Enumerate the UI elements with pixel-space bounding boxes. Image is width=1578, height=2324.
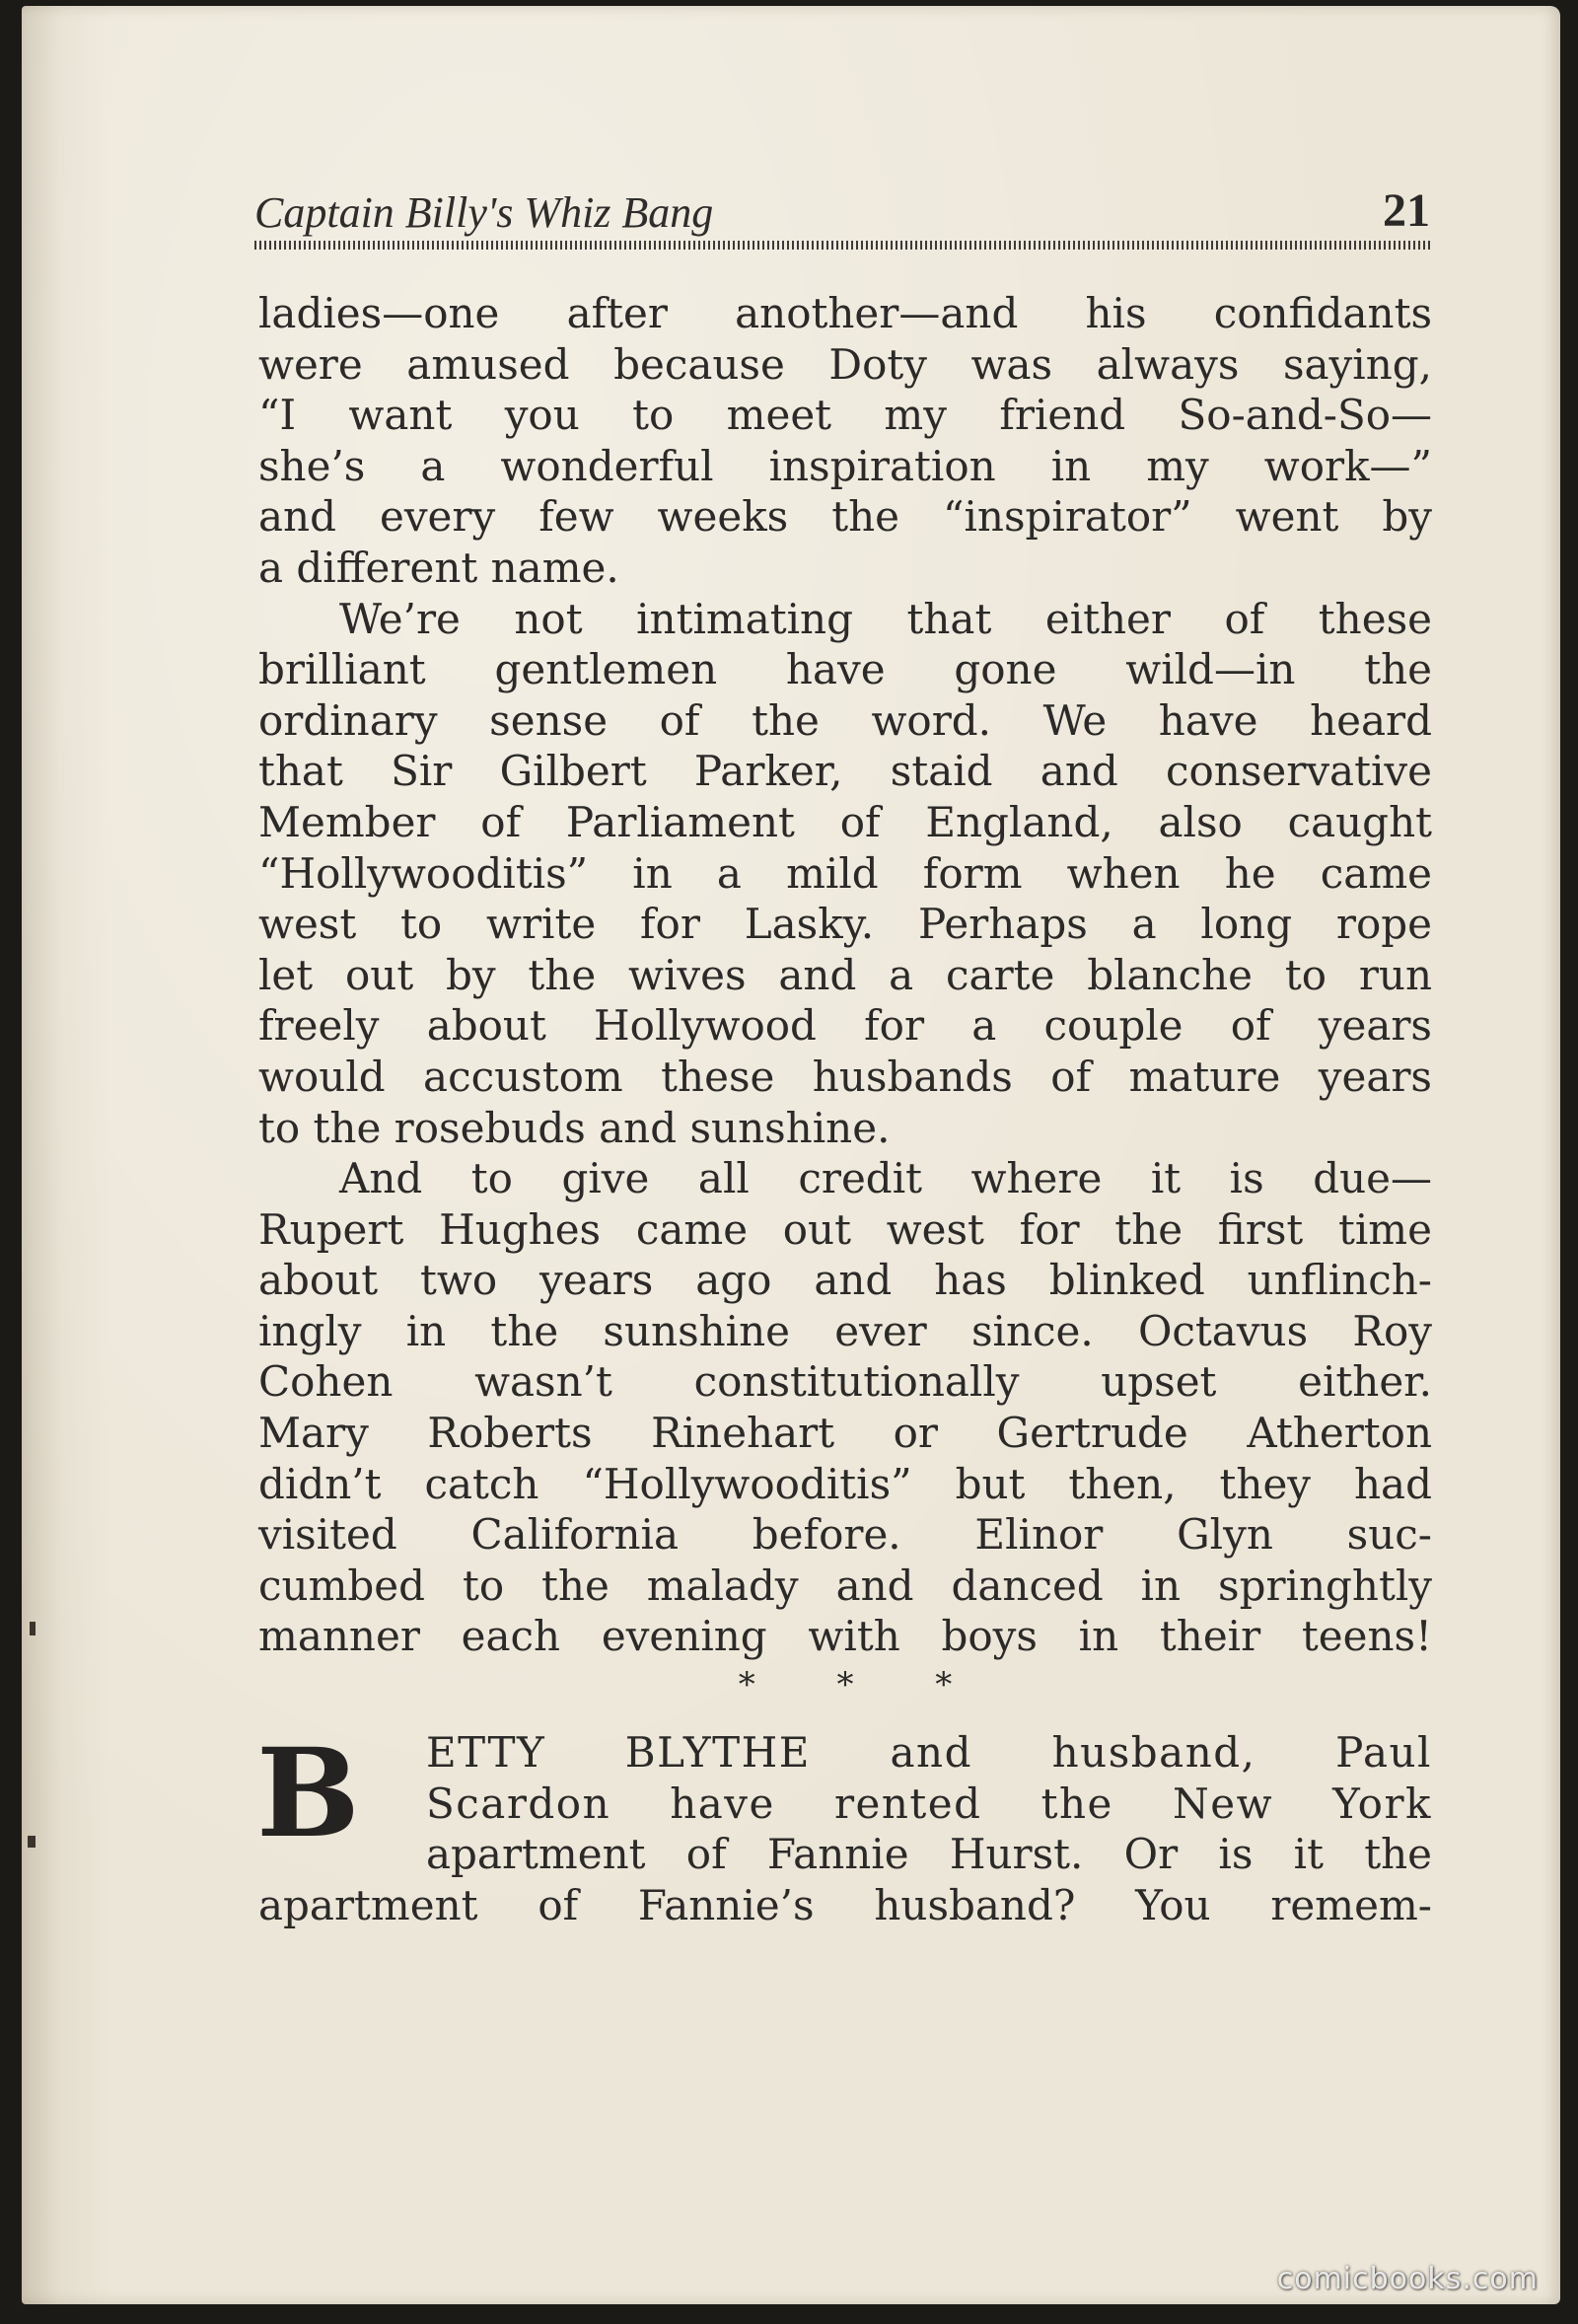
header-rule	[254, 241, 1430, 250]
text-line: brilliant gentlemen have gone wild—in the	[258, 645, 1432, 694]
magazine-title: Captain Billy's Whiz Bang	[254, 188, 714, 237]
text-line: she’s a wonderful inspiration in my work—”	[258, 441, 1432, 490]
running-header	[254, 183, 1430, 243]
text-line: were amused because Doty was always saying,	[258, 339, 1432, 389]
text-line: Scardon have rented the New York	[426, 1779, 1432, 1828]
text-line: about two years ago and has blinked unflinch-	[258, 1256, 1432, 1305]
item-betty-blythe	[256, 1722, 1432, 1930]
text-line: Member of Parliament of England, also caught	[258, 797, 1432, 846]
text-line: Rupert Hughes came out west for the first time	[258, 1204, 1432, 1254]
paragraph-1	[258, 288, 1432, 594]
text-line: ordinary sense of the word. We have heard	[258, 695, 1432, 745]
text-line: freely about Hollywood for a couple of years	[258, 1001, 1432, 1051]
binding-mark-top	[30, 1622, 36, 1635]
section-separator: * * *	[738, 1665, 988, 1706]
paragraph-2	[258, 594, 1432, 1154]
article-body	[258, 288, 1432, 1930]
text-line: would accustom these husbands of mature years	[258, 1052, 1432, 1101]
text-line: Mary Roberts Rinehart or Gertrude Atherton	[258, 1409, 1432, 1458]
text-line: west to write for Lasky. Perhaps a long rope	[258, 900, 1432, 949]
paragraph-3	[258, 1153, 1432, 1662]
text-line: “I want you to meet my friend So-and-So—	[258, 391, 1432, 440]
binding-mark-bottom	[28, 1836, 36, 1848]
text-line: Cohen wasn’t constitutionally upset either.	[258, 1357, 1432, 1407]
page-number: 21	[1383, 184, 1430, 237]
site-watermark: comicbooks.com	[1276, 2262, 1539, 2296]
text-line: let out by the wives and a carte blanche to run	[258, 950, 1432, 999]
text-line: visited California before. Elinor Glyn suc-	[258, 1510, 1432, 1560]
text-line: to the rosebuds and sunshine.	[258, 1103, 891, 1152]
text-line: We’re not intimating that either of these	[339, 594, 1432, 643]
text-line: And to give all credit where it is due—	[339, 1154, 1432, 1203]
drop-cap: B	[256, 1722, 360, 1866]
text-line: apartment of Fannie’s husband? You remem-	[258, 1880, 1432, 1929]
text-line: a different name.	[258, 543, 619, 592]
text-line: ETTY BLYTHE and husband, Paul	[426, 1728, 1432, 1778]
text-line: apartment of Fannie Hurst. Or is it the	[426, 1830, 1432, 1879]
text-line: didn’t catch “Hollywooditis” but then, they had	[258, 1459, 1432, 1508]
text-line: cumbed to the malady and danced in springhtly	[258, 1561, 1432, 1610]
text-line: ingly in the sunshine ever since. Octavus Roy	[258, 1306, 1432, 1355]
text-line: ladies—one after another—and his confidants	[258, 289, 1432, 337]
text-line: that Sir Gilbert Parker, staid and conservative	[258, 747, 1432, 796]
text-line: manner each evening with boys in their teens!	[258, 1612, 1432, 1661]
text-line: and every few weeks the “inspirator” went by	[258, 492, 1432, 542]
text-line: “Hollywooditis” in a mild form when he came	[258, 848, 1432, 898]
